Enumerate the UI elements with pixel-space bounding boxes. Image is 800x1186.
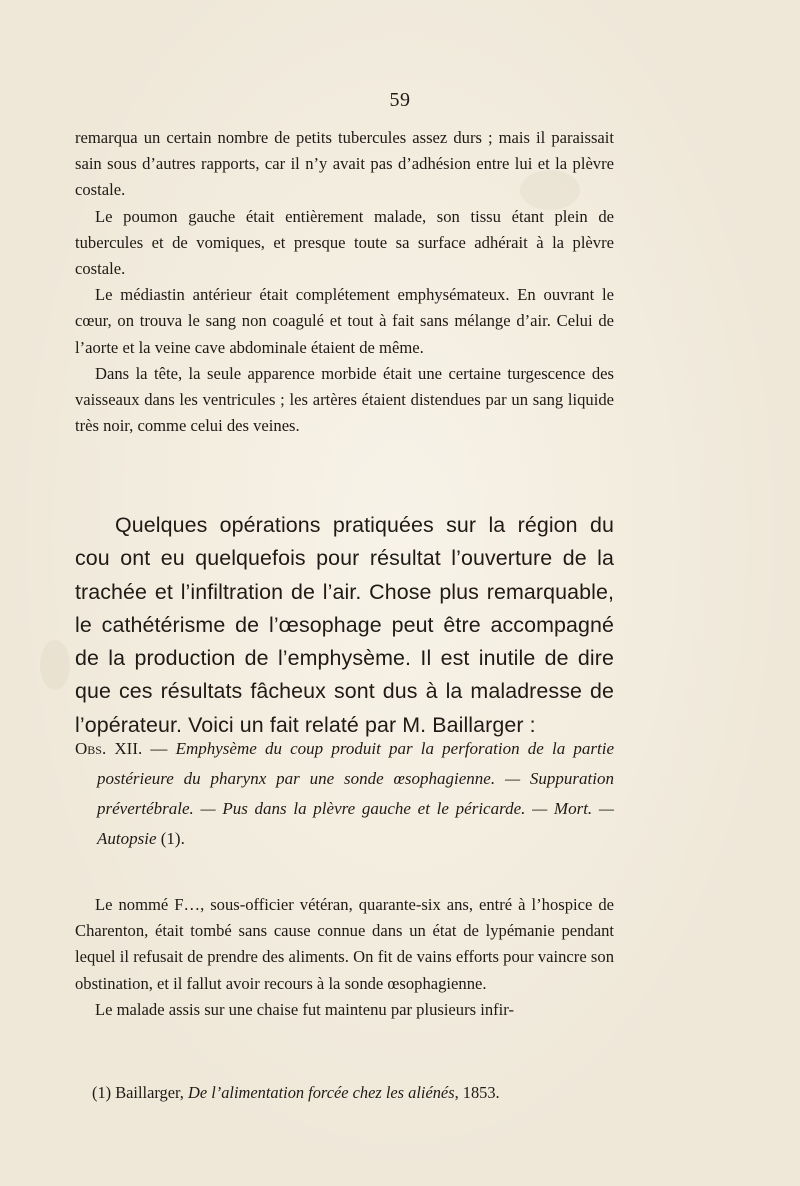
paragraph: remarqua un certain nombre de petits tubercules assez durs ; mais il paraissait sain sous d’autres rapports, car il n’y avait pas d’adhésion entre lui et la plèvre costale. [75, 128, 614, 200]
main-paragraph: Quelques opérations pratiquées sur la région du cou ont eu quelquefois pour résultat l’ouverture de la trachée et l’infiltration de l’air. Chose plus remarquable, le cathétérisme de l’œsophage peut être accompagné de la production de l’emphysème. Il est inutile de dire que ces résultats fâcheux sont dus à la maladresse de l’opérateur. Voici un fait relaté par M. Baillarger : [75, 513, 614, 737]
paragraph: Le malade assis sur une chaise fut maintenu par plusieurs infir- [95, 999, 514, 1019]
footnote [92, 1081, 622, 1105]
paragraph: Dans la tête, la seule apparence morbide était une certaine turgescence des vaisseaux dans les ventricules ; les artères étaient distendues par un sang liquide très noir, comme celui des veines. [75, 363, 614, 436]
paragraph: Le poumon gauche était entièrement malade, son tissu étant plein de tubercules et de vomiques, et presque toute sa surface adhérait à la plèvre costale. [75, 206, 614, 279]
observation-line [75, 734, 614, 854]
observation-heading [75, 734, 614, 854]
paper-stain [40, 640, 70, 690]
footnote-author: Baillarger, [115, 1083, 188, 1102]
page-number: 59 [389, 89, 411, 111]
text-block-lower [75, 892, 614, 1023]
footnote-reference: (1). [156, 829, 185, 848]
footnote-year: , 1853. [454, 1083, 500, 1102]
text-block-upper [75, 125, 614, 439]
paragraph: Le médiastin antérieur était complétement emphysémateux. En ouvrant le cœur, on trouva le sang non coagulé et tout à fait sans mélange d’air. Celui de l’aorte et la veine cave abdominale étaient de même. [75, 285, 614, 357]
paragraph: Le nommé F…, sous-officier vétéran, quarante-six ans, entré à l’hospice de Charenton, était tombé sans cause connue dans un état de lypémanie pendant lequel il refusait de prendre des aliments. On fit de vains efforts pour vaincre son obstination, et il fallut avoir recours à la sonde œsophagienne. [75, 895, 614, 993]
observation-label: Obs. XII. [75, 739, 143, 758]
observation-dash: — [142, 739, 176, 758]
footnote-work: De l’alimentation forcée chez les aliénés [188, 1083, 455, 1102]
observation-title: Emphysème du coup produit par la perforation de la partie postérieure du pharynx par une sonde œsophagienne. — Suppuration prévertébrale. — Pus dans la plèvre gauche et le péricarde. — Mort. — Autopsie [97, 739, 615, 848]
footnote-marker: (1) [92, 1083, 116, 1102]
